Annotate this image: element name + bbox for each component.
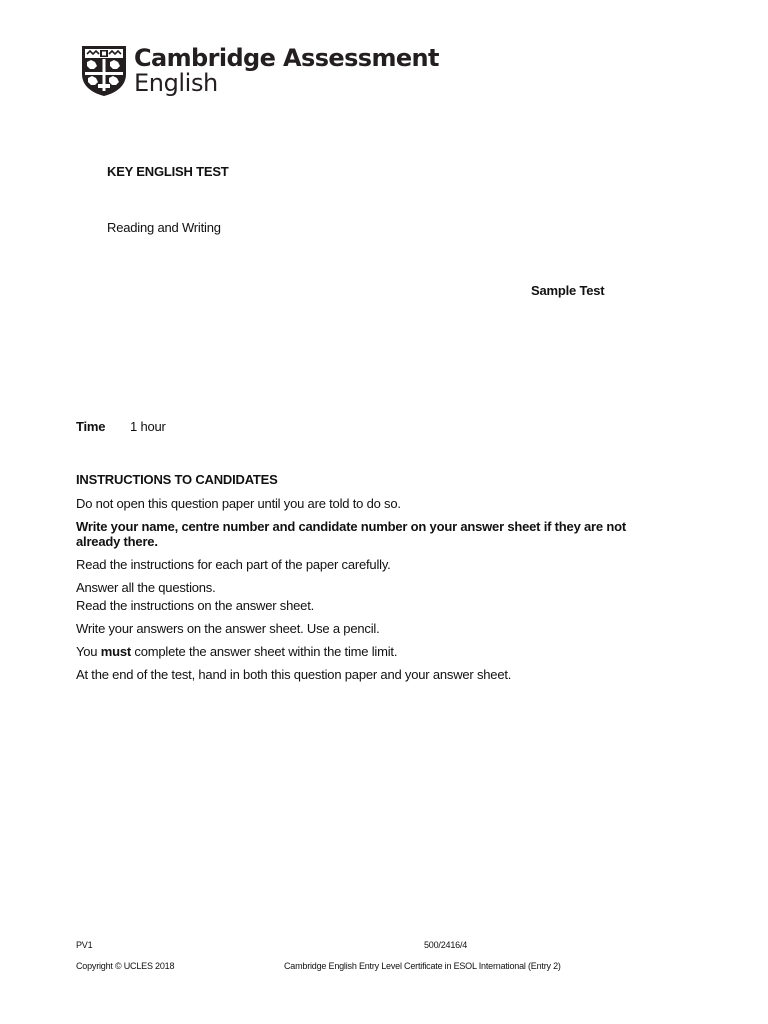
- test-name: KEY ENGLISH TEST: [107, 164, 229, 179]
- instructions-section: [76, 472, 636, 682]
- footer-copyright: Copyright © UCLES 2018: [76, 961, 175, 971]
- sample-test-label: Sample Test: [531, 283, 605, 298]
- time-value: 1 hour: [130, 419, 166, 434]
- instruction-text: complete the answer sheet within the time limit.: [131, 644, 398, 659]
- instruction-item: Write your name, centre number and candidate number on your answer sheet if they are not already there.: [76, 519, 626, 549]
- time-allowed: [76, 419, 166, 434]
- logo-wordmark-line1: Cambridge Assessment: [134, 44, 439, 72]
- footer-certificate: Cambridge English Entry Level Certificate in ESOL International (Entry 2): [284, 961, 561, 971]
- time-label: Time: [76, 419, 106, 434]
- instruction-item: Do not open this question paper until you are told to do so.: [76, 496, 401, 511]
- logo-wordmark: [134, 44, 439, 95]
- instructions-heading: INSTRUCTIONS TO CANDIDATES: [76, 472, 278, 487]
- footer-paper-code: 500/2416/4: [424, 940, 468, 950]
- instruction-item: Read the instructions for each part of the paper carefully.: [76, 557, 391, 572]
- cambridge-logo: [80, 44, 439, 98]
- instruction-text: You: [76, 644, 101, 659]
- instruction-item: Read the instructions on the answer sheet.: [76, 598, 315, 613]
- footer-version: PV1: [76, 940, 93, 950]
- instruction-item: [76, 644, 636, 659]
- logo-wordmark-line2: English: [134, 69, 218, 97]
- instruction-emphasis: must: [100, 644, 132, 659]
- instruction-item: Answer all the questions.: [76, 580, 216, 595]
- cambridge-shield-icon: [80, 44, 128, 98]
- instruction-item: At the end of the test, hand in both this question paper and your answer sheet.: [76, 667, 512, 682]
- paper-name: Reading and Writing: [107, 220, 221, 235]
- instruction-item: Write your answers on the answer sheet. Use a pencil.: [76, 621, 380, 636]
